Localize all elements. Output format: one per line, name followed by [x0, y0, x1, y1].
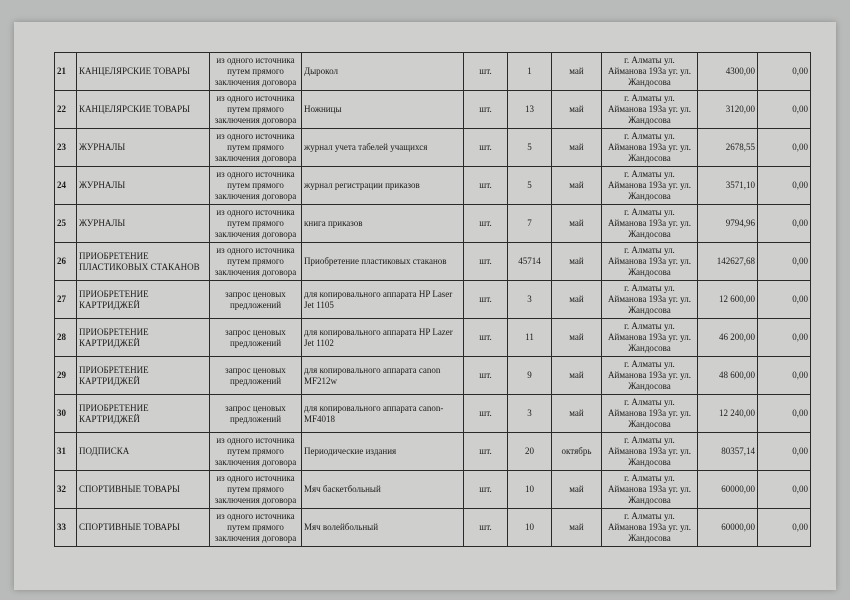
month-cell: май [552, 53, 602, 91]
item-name-cell: для копировального аппарата HP Lazer Jet 1102 [302, 319, 464, 357]
delivery-address-cell: г. Алматы ул. Айманова 193а уг. ул. Жандосова [602, 319, 698, 357]
row-number: 33 [55, 509, 77, 547]
advance-cell: 0,00 [758, 91, 811, 129]
advance-cell: 0,00 [758, 319, 811, 357]
procurement-method-cell: запрос ценовых предложений [210, 319, 302, 357]
unit-cell: шт. [464, 395, 508, 433]
quantity-cell: 3 [508, 281, 552, 319]
table-row [55, 471, 811, 509]
item-name-cell: Приобретение пластиковых стаканов [302, 243, 464, 281]
procurement-method-cell: из одного источника путем прямого заключения договора [210, 205, 302, 243]
unit-cell: шт. [464, 319, 508, 357]
delivery-address-cell: г. Алматы ул. Айманова 193а уг. ул. Жандосова [602, 357, 698, 395]
month-cell: май [552, 91, 602, 129]
quantity-cell: 10 [508, 471, 552, 509]
item-name-cell: Ножницы [302, 91, 464, 129]
category-cell: ЖУРНАЛЫ [77, 167, 210, 205]
table-row [55, 395, 811, 433]
quantity-cell: 1 [508, 53, 552, 91]
quantity-cell: 45714 [508, 243, 552, 281]
row-number: 29 [55, 357, 77, 395]
month-cell: май [552, 167, 602, 205]
amount-cell: 2678,55 [698, 129, 758, 167]
month-cell: май [552, 395, 602, 433]
unit-cell: шт. [464, 243, 508, 281]
quantity-cell: 11 [508, 319, 552, 357]
month-cell: октябрь [552, 433, 602, 471]
table-row [55, 53, 811, 91]
amount-cell: 80357,14 [698, 433, 758, 471]
row-number: 32 [55, 471, 77, 509]
table-row [55, 509, 811, 547]
unit-cell: шт. [464, 357, 508, 395]
procurement-table [54, 52, 811, 547]
advance-cell: 0,00 [758, 357, 811, 395]
row-number: 24 [55, 167, 77, 205]
procurement-method-cell: из одного источника путем прямого заключения договора [210, 433, 302, 471]
month-cell: май [552, 243, 602, 281]
category-cell: СПОРТИВНЫЕ ТОВАРЫ [77, 509, 210, 547]
month-cell: май [552, 357, 602, 395]
delivery-address-cell: г. Алматы ул. Айманова 193а уг. ул. Жандосова [602, 205, 698, 243]
procurement-method-cell: из одного источника путем прямого заключения договора [210, 53, 302, 91]
procurement-method-cell: из одного источника путем прямого заключения договора [210, 129, 302, 167]
table-row [55, 433, 811, 471]
quantity-cell: 3 [508, 395, 552, 433]
advance-cell: 0,00 [758, 471, 811, 509]
amount-cell: 60000,00 [698, 471, 758, 509]
unit-cell: шт. [464, 433, 508, 471]
category-cell: ЖУРНАЛЫ [77, 129, 210, 167]
table-row [55, 357, 811, 395]
unit-cell: шт. [464, 205, 508, 243]
advance-cell: 0,00 [758, 243, 811, 281]
row-number: 28 [55, 319, 77, 357]
quantity-cell: 7 [508, 205, 552, 243]
month-cell: май [552, 509, 602, 547]
category-cell: КАНЦЕЛЯРСКИЕ ТОВАРЫ [77, 91, 210, 129]
category-cell: ПРИОБРЕТЕНИЕ КАРТРИДЖЕЙ [77, 357, 210, 395]
unit-cell: шт. [464, 53, 508, 91]
category-cell: СПОРТИВНЫЕ ТОВАРЫ [77, 471, 210, 509]
delivery-address-cell: г. Алматы ул. Айманова 193а уг. ул. Жандосова [602, 281, 698, 319]
amount-cell: 3120,00 [698, 91, 758, 129]
advance-cell: 0,00 [758, 433, 811, 471]
delivery-address-cell: г. Алматы ул. Айманова 193а уг. ул. Жандосова [602, 53, 698, 91]
advance-cell: 0,00 [758, 509, 811, 547]
advance-cell: 0,00 [758, 129, 811, 167]
item-name-cell: Мяч баскетбольный [302, 471, 464, 509]
quantity-cell: 5 [508, 167, 552, 205]
quantity-cell: 9 [508, 357, 552, 395]
advance-cell: 0,00 [758, 53, 811, 91]
table-row [55, 91, 811, 129]
unit-cell: шт. [464, 281, 508, 319]
amount-cell: 12 600,00 [698, 281, 758, 319]
table-row [55, 205, 811, 243]
category-cell: ПОДПИСКА [77, 433, 210, 471]
item-name-cell: книга приказов [302, 205, 464, 243]
month-cell: май [552, 205, 602, 243]
row-number: 22 [55, 91, 77, 129]
row-number: 26 [55, 243, 77, 281]
delivery-address-cell: г. Алматы ул. Айманова 193а уг. ул. Жандосова [602, 243, 698, 281]
unit-cell: шт. [464, 129, 508, 167]
item-name-cell: журнал учета табелей учащихся [302, 129, 464, 167]
category-cell: ПРИОБРЕТЕНИЕ КАРТРИДЖЕЙ [77, 281, 210, 319]
item-name-cell: для копировального аппарата canon MF212w [302, 357, 464, 395]
category-cell: КАНЦЕЛЯРСКИЕ ТОВАРЫ [77, 53, 210, 91]
amount-cell: 3571,10 [698, 167, 758, 205]
item-name-cell: для копировального аппарата canon-MF4018 [302, 395, 464, 433]
table-row [55, 167, 811, 205]
amount-cell: 4300,00 [698, 53, 758, 91]
item-name-cell: Дырокол [302, 53, 464, 91]
quantity-cell: 10 [508, 509, 552, 547]
amount-cell: 9794,96 [698, 205, 758, 243]
row-number: 21 [55, 53, 77, 91]
category-cell: ПРИОБРЕТЕНИЕ ПЛАСТИКОВЫХ СТАКАНОВ [77, 243, 210, 281]
month-cell: май [552, 281, 602, 319]
row-number: 27 [55, 281, 77, 319]
table-row [55, 319, 811, 357]
unit-cell: шт. [464, 91, 508, 129]
procurement-method-cell: запрос ценовых предложений [210, 357, 302, 395]
category-cell: ПРИОБРЕТЕНИЕ КАРТРИДЖЕЙ [77, 395, 210, 433]
row-number: 25 [55, 205, 77, 243]
procurement-method-cell: из одного источника путем прямого заключения договора [210, 91, 302, 129]
advance-cell: 0,00 [758, 205, 811, 243]
unit-cell: шт. [464, 509, 508, 547]
row-number: 23 [55, 129, 77, 167]
item-name-cell: журнал регистрации приказов [302, 167, 464, 205]
row-number: 31 [55, 433, 77, 471]
quantity-cell: 13 [508, 91, 552, 129]
table-row [55, 243, 811, 281]
delivery-address-cell: г. Алматы ул. Айманова 193а уг. ул. Жандосова [602, 395, 698, 433]
delivery-address-cell: г. Алматы ул. Айманова 193а уг. ул. Жандосова [602, 167, 698, 205]
quantity-cell: 5 [508, 129, 552, 167]
unit-cell: шт. [464, 167, 508, 205]
table-row [55, 281, 811, 319]
procurement-method-cell: из одного источника путем прямого заключения договора [210, 243, 302, 281]
advance-cell: 0,00 [758, 167, 811, 205]
month-cell: май [552, 319, 602, 357]
procurement-method-cell: из одного источника путем прямого заключения договора [210, 471, 302, 509]
row-number: 30 [55, 395, 77, 433]
procurement-method-cell: из одного источника путем прямого заключения договора [210, 167, 302, 205]
procurement-method-cell: запрос ценовых предложений [210, 395, 302, 433]
delivery-address-cell: г. Алматы ул. Айманова 193а уг. ул. Жандосова [602, 471, 698, 509]
advance-cell: 0,00 [758, 281, 811, 319]
document-page [14, 22, 836, 590]
amount-cell: 12 240,00 [698, 395, 758, 433]
unit-cell: шт. [464, 471, 508, 509]
amount-cell: 46 200,00 [698, 319, 758, 357]
quantity-cell: 20 [508, 433, 552, 471]
month-cell: май [552, 471, 602, 509]
table-row [55, 129, 811, 167]
month-cell: май [552, 129, 602, 167]
item-name-cell: Периодические издания [302, 433, 464, 471]
category-cell: ПРИОБРЕТЕНИЕ КАРТРИДЖЕЙ [77, 319, 210, 357]
amount-cell: 142627,68 [698, 243, 758, 281]
delivery-address-cell: г. Алматы ул. Айманова 193а уг. ул. Жандосова [602, 509, 698, 547]
item-name-cell: для копировального аппарата HP Laser Jet 1105 [302, 281, 464, 319]
delivery-address-cell: г. Алматы ул. Айманова 193а уг. ул. Жандосова [602, 129, 698, 167]
delivery-address-cell: г. Алматы ул. Айманова 193а уг. ул. Жандосова [602, 91, 698, 129]
item-name-cell: Мяч волейбольный [302, 509, 464, 547]
advance-cell: 0,00 [758, 395, 811, 433]
procurement-method-cell: запрос ценовых предложений [210, 281, 302, 319]
table-body [55, 53, 811, 547]
procurement-method-cell: из одного источника путем прямого заключения договора [210, 509, 302, 547]
delivery-address-cell: г. Алматы ул. Айманова 193а уг. ул. Жандосова [602, 433, 698, 471]
amount-cell: 48 600,00 [698, 357, 758, 395]
category-cell: ЖУРНАЛЫ [77, 205, 210, 243]
amount-cell: 60000,00 [698, 509, 758, 547]
